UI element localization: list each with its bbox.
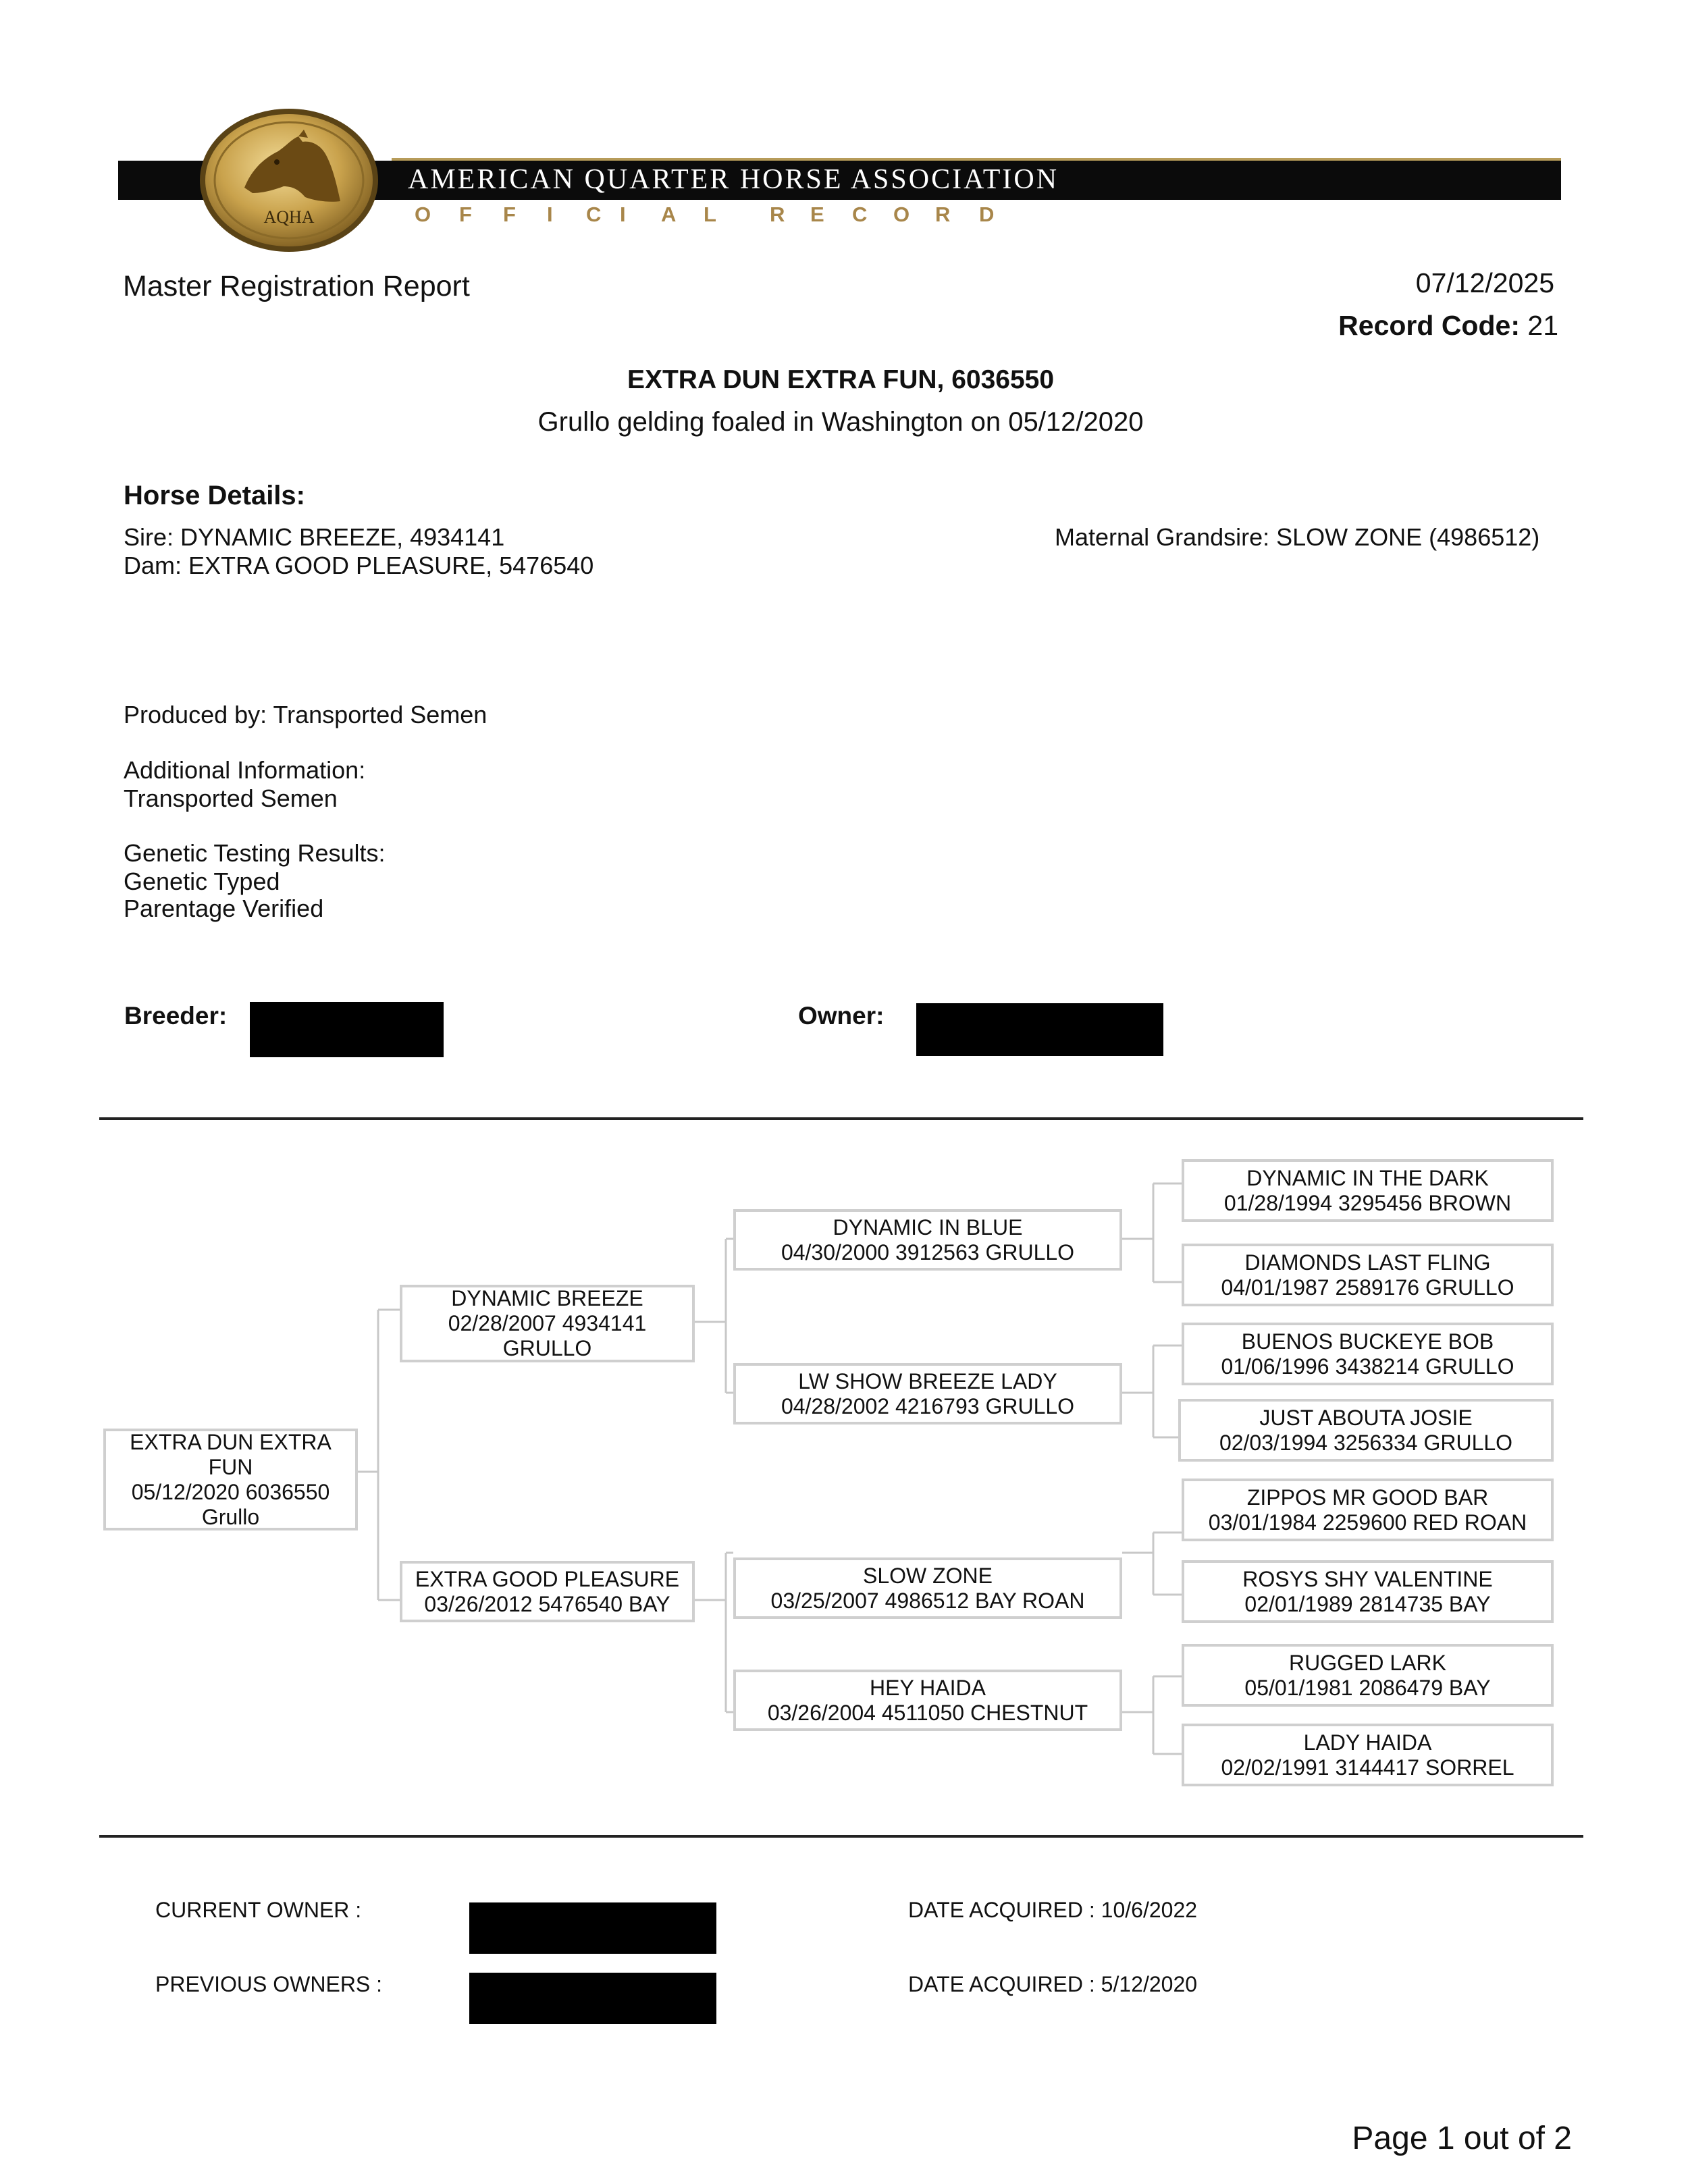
pedigree-granddam-paternal <box>733 1363 1122 1424</box>
genetic-result: Genetic Typed <box>124 868 280 895</box>
page-number: Page 1 out of 2 <box>1352 2121 1572 2156</box>
additional-info-label: Additional Information: <box>124 756 366 784</box>
pedigree-gen4-7 <box>1182 1644 1554 1707</box>
pedigree-name: SLOW ZONE <box>862 1563 993 1588</box>
pedigree-name: EXTRA GOOD PLEASURE <box>415 1566 680 1591</box>
owner-label: Owner: <box>798 1002 885 1030</box>
pedigree-gen4-3 <box>1182 1323 1554 1385</box>
pedigree-name: HEY HAIDA <box>870 1675 986 1700</box>
current-date-acquired: DATE ACQUIRED : 10/6/2022 <box>908 1898 1198 1922</box>
pedigree-name: FUN <box>208 1454 253 1479</box>
pedigree-grandsire-maternal <box>733 1557 1122 1619</box>
pedigree-name: ZIPPOS MR GOOD BAR <box>1246 1485 1489 1510</box>
official-letter: C <box>586 203 602 226</box>
pedigree-detail: 01/28/1994 3295456 BROWN <box>1223 1190 1512 1215</box>
pedigree-detail: 03/26/2012 5476540 BAY <box>424 1591 670 1616</box>
pedigree-name: DYNAMIC BREEZE <box>451 1286 643 1310</box>
official-letter: F <box>503 203 516 226</box>
pedigree-name: DYNAMIC IN THE DARK <box>1246 1165 1489 1190</box>
record-letter: C <box>852 203 868 226</box>
official-letter: A <box>661 203 677 226</box>
dam-line: Dam: EXTRA GOOD PLEASURE, 5476540 <box>124 552 594 579</box>
pedigree-gen4-2 <box>1182 1244 1554 1306</box>
pedigree-gen4-8 <box>1182 1724 1554 1786</box>
previous-owners-label: PREVIOUS OWNERS : <box>155 1972 383 1996</box>
pedigree-detail: 05/01/1981 2086479 BAY <box>1244 1675 1491 1700</box>
current-owner-redaction <box>469 1902 716 1954</box>
pedigree-detail: 04/30/2000 3912563 GRULLO <box>781 1240 1075 1264</box>
official-letter: O <box>415 203 431 226</box>
current-owner-label: CURRENT OWNER : <box>155 1898 362 1922</box>
pedigree-granddam-maternal <box>733 1670 1122 1731</box>
pedigree-name: RUGGED LARK <box>1289 1650 1446 1675</box>
pedigree-detail: 03/25/2007 4986512 BAY ROAN <box>770 1588 1085 1613</box>
pedigree-name: DYNAMIC IN BLUE <box>833 1215 1023 1240</box>
pedigree-subject <box>103 1429 358 1530</box>
pedigree-detail: 03/26/2004 4511050 CHESTNUT <box>767 1700 1088 1725</box>
pedigree-gen4-1 <box>1182 1159 1554 1222</box>
sire-line: Sire: DYNAMIC BREEZE, 4934141 <box>124 523 505 551</box>
pedigree-sire <box>400 1285 695 1362</box>
report-date: 07/12/2025 <box>1415 267 1554 298</box>
pedigree-name: EXTRA DUN EXTRA <box>130 1429 332 1454</box>
pedigree-name: BUENOS BUCKEYE BOB <box>1241 1329 1494 1354</box>
pedigree-detail: 03/01/1984 2259600 RED ROAN <box>1208 1510 1527 1535</box>
record-letter: E <box>810 203 824 226</box>
horse-name: EXTRA DUN EXTRA FUN, 6036550 <box>627 365 1055 394</box>
maternal-grandsire-line: Maternal Grandsire: SLOW ZONE (4986512) <box>1055 523 1540 551</box>
pedigree-grandsire-paternal <box>733 1209 1122 1271</box>
official-letter: F <box>459 203 472 226</box>
previous-date-acquired: DATE ACQUIRED : 5/12/2020 <box>908 1972 1198 1996</box>
pedigree-name: LADY HAIDA <box>1303 1730 1432 1755</box>
report-title: Master Registration Report <box>123 270 470 302</box>
pedigree-detail: 01/06/1996 3438214 GRULLO <box>1221 1354 1514 1379</box>
pedigree-detail: 02/01/1989 2814735 BAY <box>1244 1591 1491 1616</box>
previous-owner-redaction <box>469 1973 716 2024</box>
pedigree-dam <box>400 1561 695 1622</box>
pedigree-name: ROSYS SHY VALENTINE <box>1242 1566 1493 1591</box>
additional-info-value: Transported Semen <box>124 784 338 812</box>
horse-description: Grullo gelding foaled in Washington on 05/12/2020 <box>537 407 1144 437</box>
pedigree-detail: 04/01/1987 2589176 GRULLO <box>1221 1275 1514 1300</box>
record-letter: D <box>979 203 995 226</box>
pedigree-detail: GRULLO <box>502 1336 592 1360</box>
pedigree-gen4-4 <box>1178 1399 1554 1462</box>
genetic-result: Parentage Verified <box>124 895 324 922</box>
association-title: AMERICAN QUARTER HORSE ASSOCIATION <box>408 164 1059 195</box>
details-heading: Horse Details: <box>124 481 305 510</box>
pedigree-detail: 02/02/1991 3144417 SORREL <box>1221 1755 1514 1780</box>
record-code-label: Record Code: <box>1338 310 1520 341</box>
pedigree-detail: 02/28/2007 4934141 <box>448 1311 647 1335</box>
pedigree-name: DIAMONDS LAST FLING <box>1244 1250 1491 1275</box>
breeder-label: Breeder: <box>124 1002 228 1030</box>
pedigree-gen4-6 <box>1182 1560 1554 1623</box>
genetic-testing-label: Genetic Testing Results: <box>124 839 386 867</box>
record-letter: R <box>770 203 785 226</box>
produced-by: Produced by: Transported Semen <box>124 701 487 728</box>
pedigree-name: JUST ABOUTA JOSIE <box>1259 1405 1473 1430</box>
official-letter: I <box>620 203 626 226</box>
pedigree-name: LW SHOW BREEZE LADY <box>798 1368 1057 1393</box>
pedigree-detail: 05/12/2020 6036550 <box>131 1479 330 1504</box>
record-letter: O <box>893 203 910 226</box>
pedigree-detail: 02/03/1994 3256334 GRULLO <box>1219 1430 1513 1455</box>
record-code-value: 21 <box>1527 310 1558 341</box>
logo-text: AQHA <box>263 207 315 227</box>
pedigree-detail: Grullo <box>201 1504 260 1529</box>
pedigree-gen4-5 <box>1182 1479 1554 1541</box>
record-letter: R <box>935 203 951 226</box>
official-letter: L <box>704 203 716 226</box>
divider <box>99 1835 1583 1838</box>
pedigree-detail: 04/28/2002 4216793 GRULLO <box>781 1393 1075 1418</box>
official-letter: I <box>547 203 553 226</box>
